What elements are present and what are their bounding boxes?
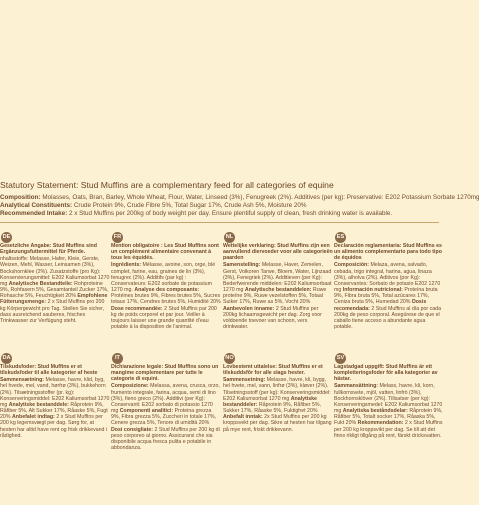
panel-constituents-label: Analytiska beståndsdelar: [342,408,408,415]
panel-ingredients-label: Composizione: [111,383,149,390]
language-badge-es: ES [335,232,346,243]
panel-title: Gesetzliche Angabe: Stud Muffins sind Ergänzungsfuttermittel für Pferde. [0,243,97,256]
constituents-label: Analytical Constituents: [0,202,73,210]
panel-intake-label: Empfohlene Fütterungsmenge: [0,293,108,306]
panel-title: Tilskudsfoder: Stud Muffins er et tilskudsfoder til alle kategorier af heste [0,364,98,377]
language-badge-it: IT [112,353,123,364]
language-badge-sv: SV [335,353,346,364]
panel-nl [223,243,333,345]
composition-text: Molasses, Oats, Bran, Barley, Whole Wheat, Flour, Water, Linseed (3%), Fenugreek (2%). Additives (per kg): Preservative: E202 Potassium Sorbate 1270mg [42,194,479,201]
panel-constituents-label: Analyse des composants: [134,287,200,294]
panel-title: Wettelijke verklaring: Stud Muffins zijn een aanvullend diervoeder voor alle categorieën paarden [223,243,333,262]
panel-ingredients-label: Composición: [334,262,369,269]
panel-fr [111,243,221,345]
composition-label: Composition: [0,194,41,201]
panel-title: Declaración reglamentaria: Stud Muffins es un alimento complementario para todo tipo de équidos [334,243,442,262]
panel-constituents: Protéines brutes 9%, Fibres brutes 5%, Sucres totaux 17%, Cendres brutes 5%, Humidité 20% [111,293,221,306]
panel-intake: 2 Stud Muffins par 200 kg de poids corporel et par jour. Veiller à toujours laisser une grande quantité d'eau potable à la disposition de l'animal. [111,305,217,331]
panel-constituents: Rohproteine 9%, Rohfasern 5%, Gesamtanteil Zucker 17%, Rohasche 5%, Feuchtigkeit 20% [0,280,109,300]
panel-constituents: Ruwe proteïne 9%, Ruwe vezelstoffen 5%, Totaal Suiker 17%, Ruwe as 5%, Vocht 20% [223,287,327,306]
language-badge-no: NO [224,353,235,364]
panel-ingredients-label: Ingrédients: [111,262,142,269]
panel-ingredients: Melass, havre, kli, korn, fullkornsvete, mjöl, vatten, linfrö (3%), Bockhornsklöver (2%). Tillsatser (per kg): Konserveringsmedel: E202 Kaliumsorbat 1270 mg [334,383,443,415]
statutory-statement [0,180,479,219]
panel-ingredients: Melasse, havre, kli, bygg, hel hvete, mel, vann, linfrø (3%), kløver (2%). Tilsetningsstoff (per kg): Konserveringsmiddel: E202 Kaliumsorbat 1270 mg [223,377,331,402]
panel-title: Mention obligatoire : Les Stud Muffins sont un complément alimentaire convenant à tous les équidés. [111,243,219,262]
panel-intake-label: Dose recommandée: [111,305,163,312]
panel-ingredients: Melasse, Haver, Zemelen, Gerst, Volkoren Tarwe, Bloem, Water, Lijnzaad (3%), Fenegriek (2%). Additieven (per Kg): Bederfwerende middelen: E202 Kaliumsorbaat 1270 mg [223,262,332,294]
panel-constituents-label: Analytische Bestandteile: [8,280,73,287]
language-badge-de: DE [1,232,12,243]
panel-constituents: Råprotein 9%, Råfiber 5%, Sukker 17%, Råaske 5%, Fuktighet 20% [223,401,322,415]
language-badge-da: DA [1,353,12,364]
panel-intake-label: Aanbevolen inname: [223,305,275,312]
panel-intake: 2 x Stud Muffins pro 200 kg Körpergewicht pro Tag. Stellen Sie sicher, dass ausreichend sauberes, frisches Trinkwasser zur Verfügung steht. [0,299,105,324]
panel-title: Lagstadgad uppgift: Stud Muffins är ett kompletteringsfoder för alla kategorier av hästar. [334,364,438,383]
panel-ingredients: Melassa, avena, crusca, orzo, frumento integrale, farina, acqua, semi di lino (3%), fieno greco (2%). Additivi (per Kg): Conservanti: E202 sorbato di potassio 1270 mg [111,383,220,415]
panel-ingredients-label: Sammensetning: [223,377,266,384]
panel-ingredients: Melasse, havre, klid, byg, hel hvede, mel, vand, hørfrø (3%), bukkehorn (2%). Tilsætningsstoffer (pr. kg): Konserveringsmiddel: E202 Kaliumsorbat 1270 mg [0,377,110,408]
intake-line [0,210,437,218]
panel-intake-label: Rekommendation: [357,420,404,427]
constituents-text: Crude Protein 9%, Crude Fibre 5%, Total Sugar 17%, Crude Ash 5%, Moisture 20% [73,202,307,210]
panel-intake: 2 Stud Muffins al día por cada 200kg de peso corporal. Asegúrese de que el caballo tiene acceso a abundante agua potable. [334,305,442,331]
panel-ingredients: Melaza, avena, salvado, cebada, trigo integral, harina, agua, linaza (3%), alholva (2%). Aditivos (por Kg): Conservantes: Sorbato de potasio E202 1270 mg [334,262,441,294]
panel-intake: 2 Stud Muffins per 200 kg di peso corporeo al giorno. Assicurarsi che sia disponibile acqua fresca pulita e potabile in abbondanza. [111,426,220,452]
panel-title: Dichiarazione legale: Stud Muffins sono un mangime complementare per tutte le categorie di equini. [111,364,219,383]
panel-es [334,243,444,345]
panel-de [0,243,110,345]
panel-it [111,364,221,472]
panel-intake-label: Dosi consigliate: [111,426,154,433]
panel-constituents-label: Analytische bestanddelen: [244,287,312,294]
intake-label: Recommended Intake: [0,210,68,218]
intake-text: 2 x Stud Muffins per 200kg of body weight per day. Ensure plentiful supply of clean, fresh drinking water is available. [68,210,393,218]
panel-ingredients: Mélasse, avoine, son, orge, blé complet, farine, eau, graines de lin (3%), fenugrec (2%). Additifs (par kg) : Conservateurs: E202 sorbate de potassium 1270 mg. [111,262,216,294]
panel-constituents: Proteína bruta 9%, Fibra bruta 5%, Total azúcares 17%, Ceniza bruta 5%, Humedad 20% [334,287,438,306]
statutory-title: Statutory Statement: Stud Muffins are a complementary feed for all categories of equine [0,180,334,190]
panel-ingredients-label: Sammansättning: [334,383,379,390]
panel-no [223,364,333,472]
panel-intake: 2 x Stud Muffins per 200 kg kroppsvikt per dag. Se till att det finns rikligt tillgång på rent, färskt dricksvatten. [334,420,443,439]
panel-intake: 2 x Stud Muffins per 200 kg legemsvægt per dag. Sørg for, at hesten har altid have rent og frisk drikkevand i rådighed. [0,414,108,439]
panel-intake: 2x Stud Muffins per 200 kg kroppsvekt per dag. Sikre at hesten har tilgang på mye rent, friskt drikkevann. [223,414,332,433]
panel-intake-label: Dosis recomendada: [334,299,427,312]
panel-title: Lovbestemt uttalelse: Stud Muffins er et tilskuddsfôr for alle slags hester. [223,364,323,377]
panel-constituents-label: Analytiske bestanddele: [8,401,69,408]
panel-ingredients: nhaltsstoffe: Melasse, Hafer, Kleie, Gerste, Weizen, Mehl, Wasser, Leinsamen (3%), Bockshornklee (2%). Zusatzstoffe (pro Kg): Konservierungsmittel: E202 Kaliumsorbat 1270 mg [0,256,110,287]
panel-constituents: Proteina grezza 9%, Fibra grezza 5%, Zuccheri in totale 17%, Cenere grezza 5%, Tenore di umidità 20% [111,408,217,427]
panel-intake: 2 Stud Muffins per 200kg lichaamsgewicht per dag. Zorg voor voldoende toevoer van schoon, vers drinkwater. [223,305,322,331]
panel-constituents: Råprotein 9%, Råfiber 5%, Alt Sukker 17%, Råaske 5%, Fugt 20% [0,401,108,421]
panel-intake-label: Anbefalt inntak: [223,414,263,421]
panel-constituents-label: Analytiske bestanddeler: [223,395,317,408]
panel-constituents: Råprotein 9%, Råfiber 5%, Totalt socker 17%, Råaska 5%, Fukt 20% [334,408,443,427]
panel-constituents-label: Información nutricional: [342,287,403,294]
language-badge-fr: FR [112,232,123,243]
panel-intake-label: Anbefalet indtag: [11,414,55,421]
constituents-line [0,202,437,210]
section-divider [0,222,439,223]
panel-ingredients-label: Samenstelling: [223,262,261,269]
panel-da [0,364,110,472]
composition-line [0,194,479,202]
language-badge-nl: NL [224,232,235,243]
panel-ingredients-label: Sammensætning: [0,377,45,384]
panel-sv [334,364,444,472]
panel-constituents-label: Componenti analitici: [119,408,174,415]
